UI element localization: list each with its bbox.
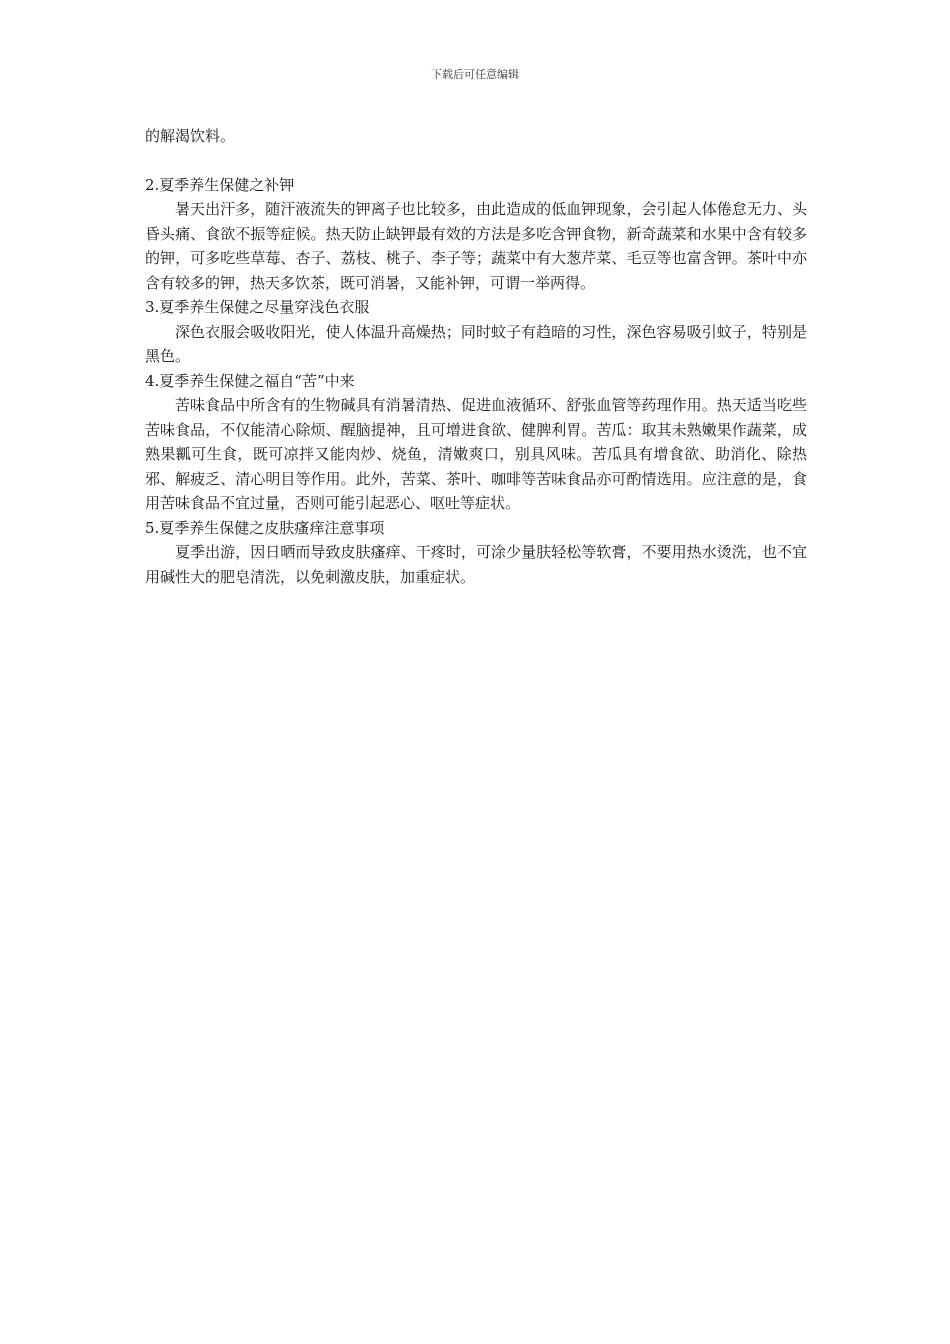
section-body-potassium: 暑天出汗多，随汗液流失的钾离子也比较多，由此造成的低血钾现象，会引起人体倦怠无力、头昏头痛、食欲不振等症候。热天防止缺钾最有效的方法是多吃含钾食物，新奇蔬菜和水果中含有较多的钾，可多吃些草莓、杏子、荔枝、桃子、李子等；蔬菜中有大葱芹菜、毛豆等也富含钾。茶叶中亦含有较多的钾，热天多饮茶，既可消暑，又能补钾，可谓一举两得。 (145, 200, 807, 292)
section-heading-potassium: 2.夏季养生保健之补钾 (145, 175, 295, 194)
page-header: 下载后可任意编辑 (431, 68, 519, 81)
section-body-light-clothing: 深色衣服会吸收阳光，使人体温升高燥热；同时蚊子有趋暗的习性，深色容易吸引蚊子，特别是黑色。 (145, 322, 807, 365)
section-heading-bitter-food: 4.夏季养生保健之福自“苦”中来 (145, 371, 355, 390)
section-body-skin-itching: 夏季出游，因日晒而导致皮肤瘙痒、干疼时，可涂少量肤轻松等软膏，不要用热水烫洗，也不宜用碱性大的肥皂清洗，以免刺激皮肤，加重症状。 (145, 543, 807, 586)
document-body (145, 124, 807, 589)
section-heading-light-clothing: 3.夏季养生保健之尽量穿浅色衣服 (145, 298, 370, 316)
section-body-bitter-food: 苦味食品中所含有的生物碱具有消暑清热、促进血液循环、舒张血管等药理作用。热天适当吃些苦味食品，不仅能清心除烦、醒脑提神，且可增进食欲、健脾利胃。苦瓜：取其未熟嫩果作蔬菜，成熟果瓤可生食，既可凉拌又能肉炒、烧鱼，清嫩爽口，别具风味。苦瓜具有增食欲、助消化、除热邪、解疲乏、清心明目等作用。此外，苦菜、茶叶、咖啡等苦味食品亦可酌情选用。应注意的是，食用苦味食品不宜过量，否则可能引起恶心、呕吐等症状。 (145, 396, 807, 512)
section-heading-skin-itching: 5.夏季养生保健之皮肤瘙痒注意事项 (145, 518, 385, 537)
continued-paragraph: 的解渴饮料。 (145, 127, 236, 145)
